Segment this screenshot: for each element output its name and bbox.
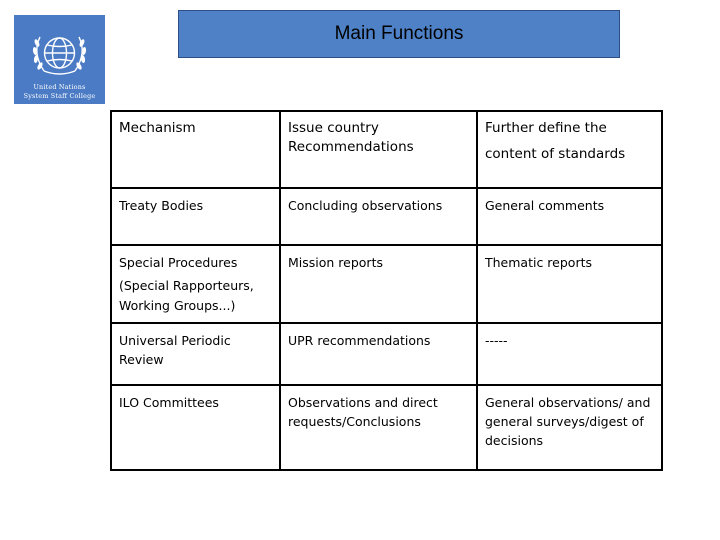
cell-mechanism: Universal Periodic Review xyxy=(111,323,280,385)
page-title: Main Functions xyxy=(334,23,464,44)
header-standards-line1: Further define the xyxy=(485,120,607,136)
cell-mechanism: ILO Committees xyxy=(111,385,280,470)
cell-standards: ----- xyxy=(477,323,662,385)
functions-table xyxy=(110,110,663,471)
cell-standards: General comments xyxy=(477,188,662,245)
cell-standards: Thematic reports xyxy=(477,245,662,323)
cell-standards: General observations/ and general surveys/digest of decisions xyxy=(477,385,662,470)
header-standards-line2: content of standards xyxy=(485,146,626,162)
cell-mechanism: Treaty Bodies xyxy=(111,188,280,245)
table-row xyxy=(111,323,662,385)
header-standards xyxy=(477,111,662,188)
cell-mechanism-main: Special Procedures xyxy=(119,255,238,270)
cell-mechanism xyxy=(111,245,280,323)
table-row xyxy=(111,245,662,323)
header-mechanism: Mechanism xyxy=(111,111,280,188)
cell-recommendations: Concluding observations xyxy=(280,188,477,245)
table-header-row xyxy=(111,111,662,188)
cell-recommendations: Observations and direct requests/Conclusions xyxy=(280,385,477,470)
table-row xyxy=(111,188,662,245)
logo-text-line2: System Staff College xyxy=(23,92,96,100)
cell-mechanism-sub: (Special Rapporteurs, Working Groups...) xyxy=(119,278,254,313)
table-row xyxy=(111,385,662,470)
logo-text-line1: United Nations xyxy=(33,83,86,91)
unssc-logo xyxy=(14,15,105,104)
cell-recommendations: UPR recommendations xyxy=(280,323,477,385)
header-recommendations: Issue country Recommendations xyxy=(280,111,477,188)
title-banner xyxy=(178,10,620,58)
cell-recommendations: Mission reports xyxy=(280,245,477,323)
